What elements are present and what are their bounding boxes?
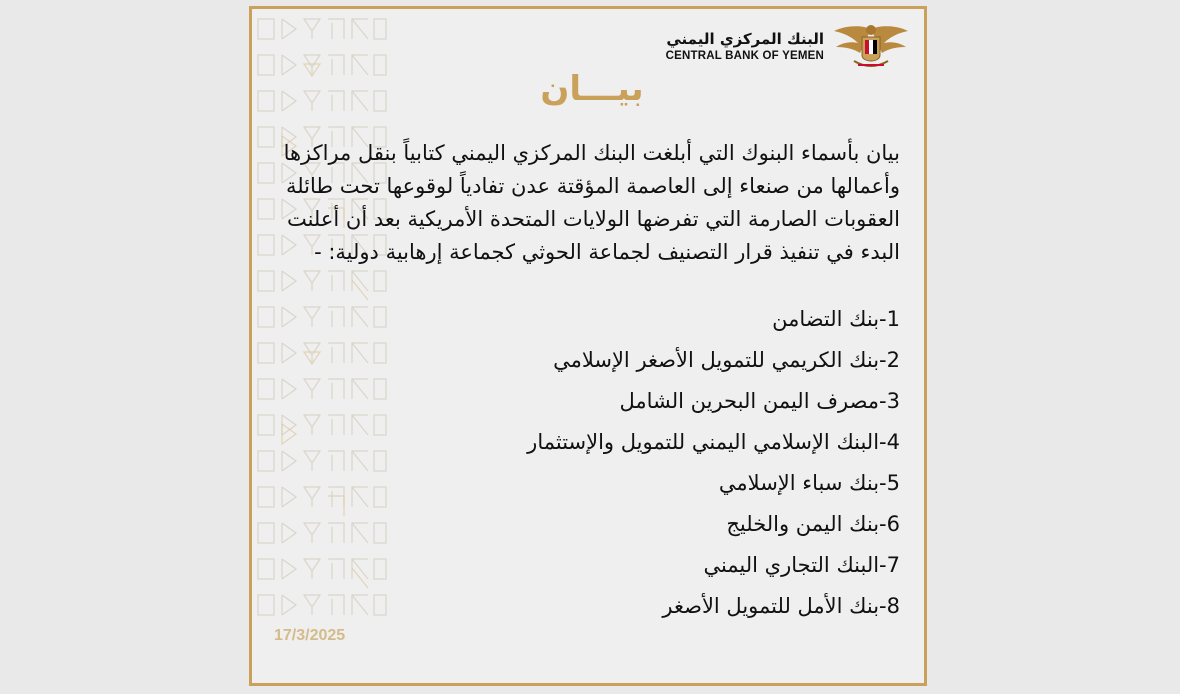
bank-logo — [616, 19, 916, 75]
intro-line: وأعمالها من صنعاء إلى العاصمة المؤقتة عدن تفادياً لوقوعها تحت طائلة — [285, 174, 900, 198]
bank-name-arabic: البنك المركزي اليمني — [666, 30, 824, 48]
bank-list-item: 5-بنك سباء الإسلامي — [718, 471, 900, 495]
bank-list-item: 6-بنك اليمن والخليج — [726, 512, 900, 536]
statement-intro — [260, 137, 900, 269]
statement-title: بيـــان — [540, 69, 644, 109]
decorative-pattern — [252, 9, 390, 686]
statement-date: 17/3/2025 — [274, 627, 346, 644]
intro-line: البدء في تنفيذ قرار التصنيف لجماعة الحوثي كجماعة إرهابية دولية: - — [314, 240, 900, 264]
bank-name — [666, 31, 824, 62]
bank-list-item: 8-بنك الأمل للتمويل الأصغر — [662, 594, 900, 618]
bank-list-item: 2-بنك الكريمي للتمويل الأصغر الإسلامي — [553, 348, 900, 372]
bank-list-item: 7-البنك التجاري اليمني — [703, 553, 900, 577]
yemen-eagle-emblem-icon — [832, 21, 910, 73]
bank-list-item: 3-مصرف اليمن البحرين الشامل — [619, 389, 900, 413]
statement-card — [249, 6, 927, 686]
bank-list-item: 1-بنك التضامن — [772, 307, 900, 331]
bank-list-item: 4-البنك الإسلامي اليمني للتمويل والإستثمار — [527, 430, 900, 454]
intro-line: بيان بأسماء البنوك التي أبلغت البنك المركزي اليمني كتابياً بنقل مراكزها — [283, 141, 900, 165]
intro-line: العقوبات الصارمة التي تفرضها الولايات المتحدة الأمريكية بعد أن أعلنت — [286, 207, 900, 231]
bank-name-english: CENTRAL BANK OF YEMEN — [665, 50, 824, 62]
bank-list — [420, 299, 900, 627]
